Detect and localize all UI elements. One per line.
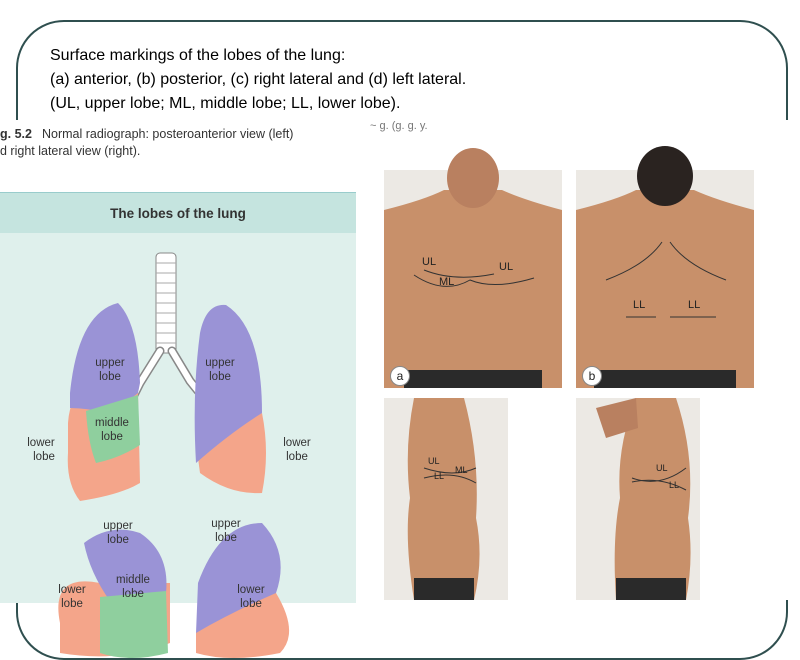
lateral-left-lower-label: lower	[237, 584, 265, 596]
lateral-right-upper-lobe-word: lobe	[107, 534, 129, 546]
front-right-middle-label: middle	[95, 417, 129, 429]
front-left-upper-lobe-word: lobe	[209, 371, 231, 383]
left-lateral-ll: LL	[669, 480, 680, 490]
photo-posterior	[576, 170, 754, 388]
front-right-upper-label: upper	[95, 357, 125, 369]
lateral-right-middle-lobe-word: lobe	[122, 588, 144, 600]
photo-anterior	[384, 170, 562, 388]
lateral-right-lower-lobe-word: lobe	[61, 598, 83, 610]
left-lateral-torso-image	[576, 398, 754, 600]
lateral-right-middle-lobe	[100, 591, 168, 658]
anterior-ul-left: UL	[499, 261, 514, 273]
front-left-upper-label: upper	[205, 357, 235, 369]
figure-number: g. 5.2	[0, 127, 32, 141]
front-left-lung	[195, 305, 266, 493]
anterior-torso-image	[384, 170, 562, 388]
right-lateral-ml: ML	[455, 465, 468, 475]
anterior-ml: ML	[439, 276, 455, 288]
left-lateral-ul: UL	[656, 463, 668, 473]
textbook-figure	[0, 120, 800, 610]
lateral-right-middle-label: middle	[116, 574, 150, 586]
lateral-right-upper-label: upper	[103, 520, 133, 532]
photo-right-lateral	[384, 398, 562, 600]
figure-caption-line-2: d right lateral view (right).	[0, 144, 141, 158]
lobes-diagram	[0, 233, 356, 610]
front-left-lower-label: lower	[283, 437, 311, 449]
right-lateral-torso-image	[384, 398, 562, 600]
slide-caption	[50, 44, 770, 116]
posterior-ll-left: LL	[688, 299, 701, 311]
photo-left-lateral	[576, 398, 754, 600]
front-right-lung	[68, 303, 140, 501]
front-right-lower-label: lower	[27, 437, 55, 449]
trachea-icon	[134, 253, 198, 395]
lateral-left-lower-lobe-word: lobe	[240, 598, 262, 610]
caption-line-3: (UL, upper lobe; ML, middle lobe; LL, lower lobe).	[50, 95, 401, 112]
posterior-torso-image	[576, 170, 754, 388]
lateral-left-upper-lobe-word: lobe	[215, 532, 237, 544]
caption-line-2: (a) anterior, (b) posterior, (c) right lateral and (d) left lateral.	[50, 71, 467, 88]
front-right-lower-lobe-word: lobe	[33, 451, 55, 463]
right-lateral-ul: UL	[428, 456, 440, 466]
front-right-middle-lobe-word: lobe	[101, 431, 123, 443]
lobes-diagram-title: The lobes of the lung	[0, 193, 356, 233]
front-right-upper-lobe-word: lobe	[99, 371, 121, 383]
lobes-diagram-panel	[0, 192, 356, 610]
figure-caption-line-1: Normal radiograph: posteroanterior view (left)	[41, 127, 294, 141]
right-lateral-ll: LL	[434, 471, 445, 481]
caption-line-1: Surface markings of the lobes of the lung:	[50, 47, 346, 64]
anterior-ul-right: UL	[422, 256, 437, 268]
photo-badge-b: b	[582, 366, 602, 386]
cut-off-text: ~ g. (g. g. y.	[370, 120, 428, 132]
lateral-right-lower-label: lower	[58, 584, 86, 596]
front-left-lower-lobe-word: lobe	[286, 451, 308, 463]
posterior-ll-right: LL	[633, 299, 646, 311]
figure-caption	[0, 126, 293, 160]
lateral-left-upper-label: upper	[211, 518, 241, 530]
photo-badge-a: a	[390, 366, 410, 386]
